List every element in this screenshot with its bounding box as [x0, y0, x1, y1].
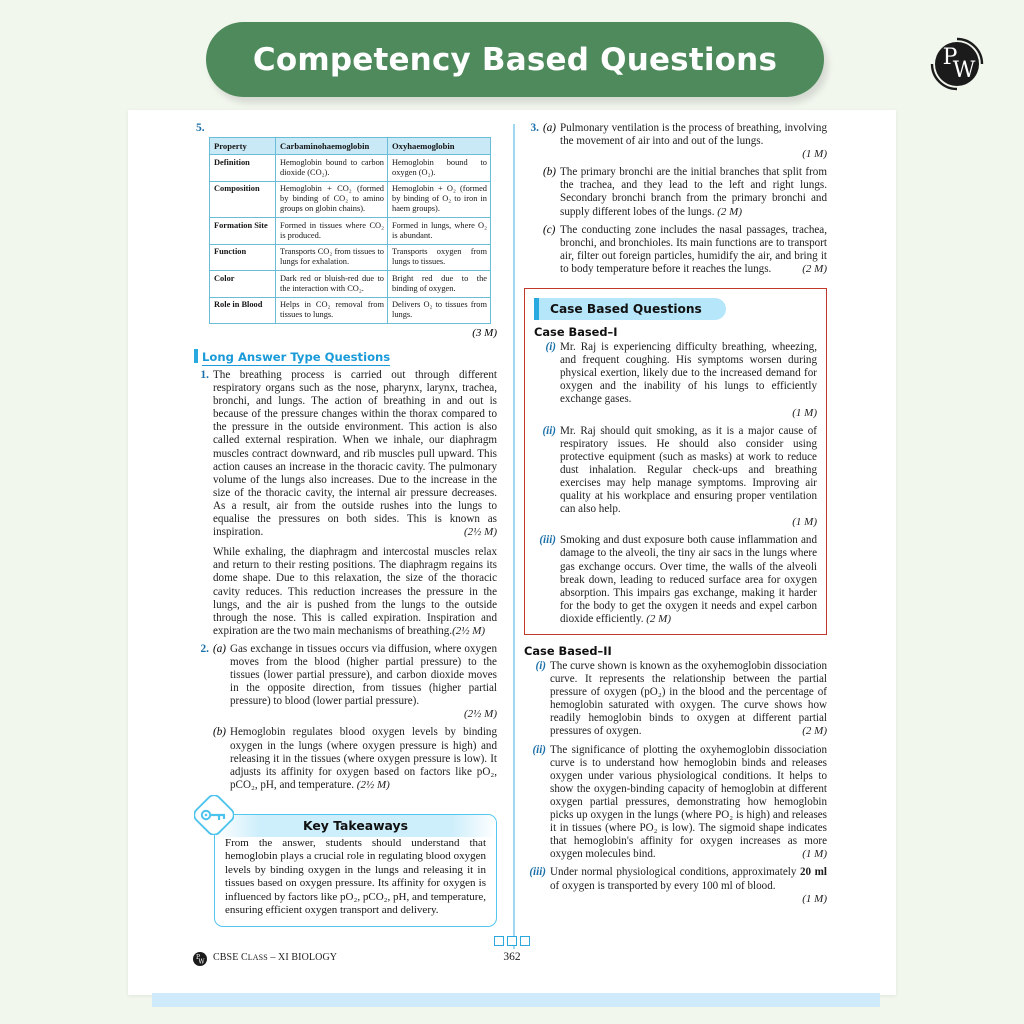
item-5-number: 5.: [196, 122, 205, 134]
case1-item-iii-marks: (2 M): [646, 612, 672, 625]
case1-item-iii: [534, 534, 817, 626]
table-cell-carb: Helps in CO₂ removal from tissues to lungs.: [276, 297, 388, 324]
table-row: [210, 297, 491, 324]
right-column: [524, 122, 827, 906]
q3-part-a-body: [560, 122, 827, 161]
case2-item-iii-body: [550, 866, 827, 905]
question-2-part-b: [213, 726, 497, 791]
case1-item-iii-text: Smoking and dust exposure both cause inflammation and damage to the alveoli, the tiny air sacs in the lungs where gas exchange occurs. Over time, the walls of the alveoli break down, leading to reduced surface area for oxygen absorption. This impairs gas exchange, making it harder for the body to get the oxygen it needs and expel carbon dioxide efficiently.: [560, 534, 817, 625]
svg-text:W: W: [198, 958, 205, 966]
pw-logo: [925, 32, 989, 96]
case1-item-ii: [534, 425, 817, 530]
table-cell-carb: Dark red or bluish-red due to the interaction with CO₂.: [276, 271, 388, 298]
case1-item-iii-body: [560, 534, 817, 626]
table-cell-property: Color: [210, 271, 276, 298]
key-takeaways-title-pill: [215, 815, 496, 837]
table-cell-carb: Hemoglobin bound to carbon dioxide (CO₂).: [276, 155, 388, 182]
case2-item-iii-text-bold: 20 ml: [799, 866, 827, 879]
q3-part-b-text: The primary bronchi are the initial branches that split from the trachea, and they lead to the left and right lungs. Secondary bronchi branch from the primary bronchi and supply different lobes of the lungs.: [560, 166, 827, 218]
question-3-part-c: [543, 224, 827, 276]
question-1-number: 1.: [200, 369, 209, 381]
case2-item-ii-body: [550, 744, 827, 862]
column-divider: [513, 124, 515, 949]
case1-item-ii-body: [560, 425, 817, 530]
case2-item-ii-marks: (1 M): [802, 848, 827, 861]
case1-item-i-label: (i): [545, 341, 556, 354]
q3-part-c-label: (c): [543, 223, 556, 236]
case2-item-iii-marks: (1 M): [802, 892, 827, 905]
case1-item-i: [534, 341, 817, 420]
section-heading-label: Long Answer Type Questions: [202, 350, 391, 364]
footer-text-main: CBSE C: [213, 952, 248, 963]
comparison-table: [209, 137, 491, 324]
table-header-oxyhaemoglobin: Oxyhaemoglobin: [388, 138, 491, 155]
table-cell-carb: Hemoglobin + CO₂ (formed by binding of CO₂ to amino groups on globin chains).: [276, 181, 388, 218]
case1-item-ii-text: Mr. Raj should quit smoking, as it is a major cause of respiratory issues. He should also consider using protective equipment (such as masks) at work to reduce dust inhalation. Regular check-ups and breathing exercises may help manage symptoms. Improving air quality at his workplace and ensuring proper ventilation can also help.: [560, 424, 817, 516]
q3-part-b-body: [560, 166, 827, 218]
case-based-questions-header: [534, 298, 817, 320]
q2-part-b-marks: (2½ M): [356, 778, 390, 791]
footer-decorative-squares: [494, 936, 530, 946]
table-header-carbaminohaemoglobin: Carbaminohaemoglobin: [276, 138, 388, 155]
footer-text-mid: – XI BIOLOGY: [267, 952, 338, 963]
square-1: [494, 936, 504, 946]
case1-item-i-marks: (1 M): [792, 406, 817, 419]
case2-item-i-body: [550, 660, 827, 739]
q1-marks1: (2½ M): [464, 526, 497, 539]
key-takeaways-body: From the answer, students should understand that hemoglobin plays a crucial role in regulating blood oxygen levels by binding oxygen in the lungs and releasing it in tissues based on oxygen pressure. Its affinity for oxygen is influenced by factors like pO₂, pCO₂, pH, and temperature, ensuring efficient oxygen transport and delivery.: [225, 836, 486, 916]
q3-part-c-text: The conducting zone includes the nasal passages, trachea, bronchi, and bronchioles. Its main functions are to transport air, filter out foreign particles, humidify the air, and bring it to body temperature before it reaches the lungs.: [560, 223, 827, 275]
table-row: [210, 271, 491, 298]
case1-item-ii-marks: (1 M): [792, 516, 817, 529]
page-number: 362: [503, 951, 521, 963]
question-3-part-b: [543, 166, 827, 218]
q3-part-a-label: (a): [543, 122, 556, 134]
table-cell-oxy: Hemoglobin bound to oxygen (O₂).: [388, 155, 491, 182]
table-cell-property: Composition: [210, 181, 276, 218]
page-banner: [206, 22, 824, 97]
case1-item-i-body: [560, 341, 817, 420]
table-cell-property: Function: [210, 244, 276, 271]
question-1-body: [213, 369, 497, 638]
question-2: [194, 643, 497, 792]
q2-part-a-label: (a): [213, 642, 226, 655]
q1-para2: While exhaling, the diaphragm and intercostal muscles relax and return to their resting positions. The diaphragm regains its dome shape. Due to this relaxation, the size of the thoracic cavity reduces. This reduction increases the pressure in the lungs, and the air is pushed from the lungs to the outside through the nose. This is called expiration. Inspiration and expiration are the two main mechanisms of breathing.: [213, 546, 497, 637]
q1-para1: The breathing process is carried out through different respiratory organs such as the nose, pharynx, larynx, trachea, bronchi, and lungs. The action of breathing in and out is because of the pressure changes within the thorax compared to the pressure in the outside environment. This action is also called external respiration. When we inhale, our diaphragm muscles contract downward, and rib muscles pull upward. This action causes an increase in the thoracic cavity. The pulmonary volume of the lungs also increases. Due to the increase in the size of the thoracic cavity, the internal air pressure decreases. As a result, air from the outside rushes into the lungs to equalise the pressures on both sides. This is known as inspiration.: [213, 369, 497, 539]
case-based-questions-title: Case Based Questions: [550, 302, 702, 317]
footer-text-smallcaps: LASS: [247, 953, 268, 962]
table-header-row: [210, 138, 491, 155]
case1-item-i-text: Mr. Raj is experiencing difficulty breathing, wheezing, and frequent coughing. His symptoms worsen during physical exertion, likely due to the increased demand for oxygen and the inability of his lungs to efficiently exchange gases.: [560, 341, 817, 406]
case2-item-iii: [524, 866, 827, 905]
page-sheet: [128, 110, 896, 995]
table-row: [210, 181, 491, 218]
q3-part-a-text: Pulmonary ventilation is the process of breathing, involving the movement of air into and out of the lungs.: [560, 122, 827, 148]
case2-item-iii-label: (iii): [529, 866, 546, 879]
question-2-body: [213, 643, 497, 792]
key-takeaways-title: Key Takeaways: [303, 818, 408, 834]
case-based-questions-box: [524, 288, 827, 635]
key-takeaways-box: [214, 814, 497, 927]
case2-item-iii-text-pre: Under normal physiological conditions, approximately: [550, 866, 800, 879]
table-row: [210, 244, 491, 271]
q2-part-b-text: Hemoglobin regulates blood oxygen levels by binding oxygen in the lungs (where oxygen pressure is high) and releasing it in the tissues (where oxygen pressure is low). It adjusts its affinity for oxygen based on factors like pO₂, pCO₂, pH, and temperature.: [230, 726, 497, 791]
svg-text:P: P: [195, 954, 201, 961]
left-column: [194, 122, 497, 927]
case2-item-ii: [524, 744, 827, 862]
question-3-body: [543, 122, 827, 276]
question-2-number: 2.: [200, 642, 209, 655]
question-3-number: 3.: [530, 122, 539, 134]
q2-part-a-marks: (2½ M): [464, 708, 497, 721]
table-marks: (3 M): [472, 327, 497, 339]
q3-part-b-marks: (2 M): [717, 205, 742, 218]
table-cell-oxy: Bright red due to the binding of oxygen.: [388, 271, 491, 298]
table-cell-property: Formation Site: [210, 218, 276, 245]
q3-part-c-marks: (2 M): [802, 262, 827, 275]
q3-part-b-label: (b): [543, 166, 556, 179]
q2-part-b-body: [230, 726, 497, 791]
question-3-part-a: [543, 122, 827, 161]
table-cell-carb: Transports CO₂ from tissues to lungs for exhalation.: [276, 244, 388, 271]
table-cell-oxy: Transports oxygen from lungs to tissues.: [388, 244, 491, 271]
key-icon: [194, 795, 234, 835]
footer-label: [213, 952, 337, 963]
svg-text:W: W: [952, 58, 976, 83]
case2-item-i-marks: (2 M): [802, 725, 827, 738]
table-row: [210, 155, 491, 182]
case2-item-ii-label: (ii): [532, 743, 546, 756]
question-2-part-a: [213, 643, 497, 722]
case1-item-ii-label: (ii): [542, 424, 556, 437]
pw-seal-icon: [192, 951, 207, 966]
section-heading-long-answer: [194, 348, 497, 364]
square-3: [520, 936, 530, 946]
case2-item-i-text: The curve shown is known as the oxyhemoglobin dissociation curve. It represents the relationship between the partial pressure of oxygen (pO₂) in the blood and the percentage of hemoglobin saturated with oxygen. The curve shows how readily hemoglobin binds to oxygen at different partial pressures of oxygen.: [550, 660, 827, 738]
table-cell-property: Definition: [210, 155, 276, 182]
page-footer: [128, 949, 896, 973]
q1-marks2: (2½ M): [452, 624, 486, 637]
key-takeaways: [214, 814, 497, 927]
q2-part-b-label: (b): [213, 726, 226, 739]
question-3: [524, 122, 827, 276]
table-cell-oxy: Hemoglobin + O₂ (formed by binding of O₂ to iron in haem groups).: [388, 181, 491, 218]
question-1: [194, 369, 497, 638]
case2-item-iii-text-post: of oxygen is transported by every 100 ml of blood.: [550, 879, 776, 892]
case-based-1-title: Case Based–I: [534, 325, 618, 340]
table-cell-carb: Formed in tissues where CO₂ is produced.: [276, 218, 388, 245]
case1-item-iii-label: (iii): [539, 534, 556, 547]
q2-part-a-text: Gas exchange in tissues occurs via diffusion, where oxygen moves from the blood (higher partial pressure) to the tissues (lower partial pressure), and carbon dioxide moves in the opposite direction, from tissues (higher partial pressure) to blood (lower partial pressure).: [230, 642, 497, 708]
table-cell-oxy: Delivers O₂ to tissues from lungs.: [388, 297, 491, 324]
q3-part-c-body: [560, 224, 827, 276]
q3-part-a-marks: (1 M): [802, 148, 827, 161]
table-cell-oxy: Formed in lungs, where O₂ is abundant.: [388, 218, 491, 245]
bottom-accent-bar: [152, 993, 880, 1007]
heading-accent-bar: [194, 349, 198, 363]
table-cell-property: Role in Blood: [210, 297, 276, 324]
case2-item-i: [524, 660, 827, 739]
case-header-pill: [539, 298, 726, 320]
square-2: [507, 936, 517, 946]
svg-text:P: P: [942, 45, 958, 70]
table-row: [210, 218, 491, 245]
case-based-2-title: Case Based–II: [524, 644, 612, 658]
case2-item-i-label: (i): [535, 660, 546, 672]
case2-item-ii-text: The significance of plotting the oxyhemoglobin dissociation curve is to understand how hemoglobin binds and releases oxygen under various physiological conditions. It helps to show the oxygen-binding capacity of hemoglobin at different oxygen partial pressures, demonstrating how hemoglobin picks up oxygen in the lungs (where PO₂ is high) and releases it in tissues (where PO₂ is low). The sigmoid shape indicates that hemoglobin's affinity for oxygen increases as more oxygen molecules bind.: [550, 743, 827, 861]
table-header-property: Property: [210, 138, 276, 155]
q2-part-a-body: [230, 643, 497, 722]
banner-title: Competency Based Questions: [252, 41, 778, 78]
